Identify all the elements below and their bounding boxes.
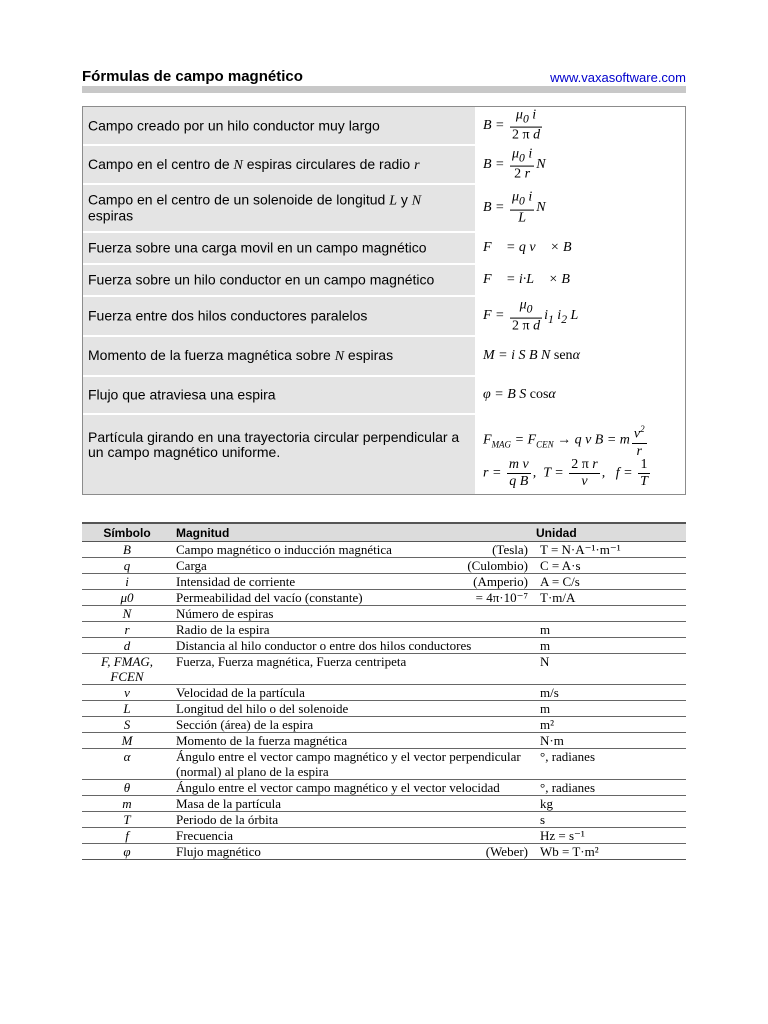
table-row (82, 844, 686, 860)
magnitude-text: Fuerza, Fuerza magnética, Fuerza centripeta (176, 654, 407, 669)
magnitude-cell (172, 812, 532, 828)
formula-expression: F = $\frac{\mu_0}{\text{2 π d}}$ $i_1$ $i_2$ L (475, 297, 685, 335)
formula-expression: F⃗ = q v⃗ × B⃗ (475, 233, 685, 263)
formula-expression: $F_{MAG} = F_{CEN} \to q$ v B = m $\frac{v^2}{r}$ r = $\frac{\text{m v}}{\text{q B}}$ , T = $\frac{\text{2 π r}}{v}$ , f = $\frac{1}{T}$ (475, 415, 685, 494)
table-row (82, 558, 686, 574)
magnitude-text: Masa de la partícula (176, 796, 282, 811)
magnitude-text: Campo magnético o inducción magnética (176, 542, 392, 557)
symbol-cell: T (82, 812, 172, 828)
table-row (82, 590, 686, 606)
magnitude-cell (172, 844, 532, 860)
symbol-cell: v (82, 685, 172, 701)
unit-cell: T·m/A (532, 590, 686, 606)
unit-cell: m (532, 701, 686, 717)
symbol-cell: r (82, 622, 172, 638)
formula-expression: B = $\frac{\mu_0 i}{L}$ N (475, 185, 685, 231)
unit-name-note: (Amperio) (473, 574, 528, 589)
unit-cell: N·m (532, 733, 686, 749)
formula-description: Partícula girando en una trayectoria circular perpendicular a un campo magnético uniforme. (88, 429, 460, 461)
symbol-cell: F, FMAG, FCEN (82, 654, 172, 685)
symbol-cell: m (82, 796, 172, 812)
magnitude-text: Distancia al hilo conductor o entre dos hilos conductores (176, 638, 472, 653)
magnitude-cell (172, 590, 532, 606)
magnitude-text: Intensidad de corriente (176, 574, 296, 589)
table-row (82, 574, 686, 590)
symbol-cell: q (82, 558, 172, 574)
table-row (82, 701, 686, 717)
formula-expression: φ = B S cosα (475, 377, 685, 413)
table-row (82, 654, 686, 685)
magnitude-text: Ángulo entre el vector campo magnético y el vector velocidad (176, 780, 500, 795)
formula-description: Fuerza sobre una carga movil en un campo magnético (88, 239, 427, 256)
formula-row (83, 233, 685, 265)
magnitude-cell (172, 654, 532, 685)
symbol-cell: d (82, 638, 172, 654)
symbols-table (82, 522, 686, 860)
table-row (82, 622, 686, 638)
magnitude-text: Periodo de la órbita (176, 812, 279, 827)
formula-expression: B = $\frac{\mu_0 i}{2 r}$ N (475, 146, 685, 183)
symbol-cell: N (82, 606, 172, 622)
table-row (82, 796, 686, 812)
magnitude-cell (172, 717, 532, 733)
magnitude-cell (172, 780, 532, 796)
website-link[interactable]: www.vaxasoftware.com (550, 70, 686, 85)
formula-expression: F⃗ = i·L⃗ × B⃗ (475, 265, 685, 295)
formulas-table (82, 106, 686, 495)
symbol-cell: f (82, 828, 172, 844)
unit-name-note: (Weber) (485, 844, 528, 859)
symbol-cell: θ (82, 780, 172, 796)
magnitude-text: Permeabilidad del vacío (constante) (176, 590, 363, 605)
symbol-cell: S (82, 717, 172, 733)
header-magnitude: Magnitud (172, 523, 532, 542)
magnitude-text: Longitud del hilo o del solenoide (176, 701, 349, 716)
table-row (82, 717, 686, 733)
magnitude-cell (172, 685, 532, 701)
formula-description: Campo creado por un hilo conductor muy largo (88, 117, 380, 133)
formula-expression: M = i S B N senα (475, 337, 685, 375)
unit-cell: Wb = T·m² (532, 844, 686, 860)
unit-cell: m/s (532, 685, 686, 701)
unit-cell: Hz = s⁻¹ (532, 828, 686, 844)
formula-row (83, 265, 685, 297)
table-row (82, 606, 686, 622)
formula-row (83, 107, 685, 146)
formula-row (83, 377, 685, 415)
magnitude-cell (172, 558, 532, 574)
symbol-cell: i (82, 574, 172, 590)
symbol-cell: φ (82, 844, 172, 860)
magnitude-cell (172, 606, 532, 622)
page-header (82, 67, 686, 88)
table-row (82, 733, 686, 749)
symbol-cell: α (82, 749, 172, 780)
unit-cell (532, 606, 686, 622)
magnitude-text: Carga (176, 558, 207, 573)
symbol-cell: B (82, 542, 172, 558)
formula-row (83, 146, 685, 185)
magnitude-text: Momento de la fuerza magnética (176, 733, 348, 748)
magnitude-text: Velocidad de la partícula (176, 685, 305, 700)
formula-expression: B = $\frac{\mu_0 i}{\text{2 π d}}$ (475, 107, 685, 144)
symbol-cell: L (82, 701, 172, 717)
unit-cell: A = C/s (532, 574, 686, 590)
table-row (82, 828, 686, 844)
header-divider (82, 86, 686, 93)
magnitude-text: Frecuencia (176, 828, 234, 843)
unit-cell: C = A·s (532, 558, 686, 574)
unit-cell: m² (532, 717, 686, 733)
page-title: Fórmulas de campo magnético (82, 68, 303, 85)
formula-row (83, 415, 685, 494)
unit-name-note: = 4π·10⁻⁷ (475, 590, 528, 605)
symbol-cell: μ0 (82, 590, 172, 606)
table-row (82, 749, 686, 780)
formula-description: Campo en el centro de N espiras circulares de radio r (88, 155, 420, 173)
formula-description: Flujo que atraviesa una espira (88, 386, 276, 403)
symbols-header-row (82, 523, 686, 542)
table-row (82, 780, 686, 796)
magnitude-text: Ángulo entre el vector campo magnético y el vector perpendicular (normal) al plano de la espira (176, 749, 521, 779)
formula-row (83, 297, 685, 337)
magnitude-cell (172, 828, 532, 844)
magnitude-text: Número de espiras (176, 606, 274, 621)
table-row (82, 638, 686, 654)
formula-description: Fuerza sobre un hilo conductor en un campo magnético (88, 271, 435, 288)
header-symbol: Símbolo (82, 523, 172, 542)
unit-cell: m (532, 622, 686, 638)
magnitude-cell (172, 542, 532, 558)
formula-description: Campo en el centro de un solenoide de longitud L y N espiras (88, 191, 422, 224)
unit-name-note: (Culombio) (467, 558, 528, 573)
magnitude-cell (172, 622, 532, 638)
table-row (82, 542, 686, 558)
magnitude-cell (172, 733, 532, 749)
unit-cell: m (532, 638, 686, 654)
formula-description: Fuerza entre dos hilos conductores paralelos (88, 307, 368, 324)
formula-row (83, 337, 685, 377)
magnitude-text: Radio de la espira (176, 622, 270, 637)
table-row (82, 812, 686, 828)
table-row (82, 685, 686, 701)
unit-cell: T = N·A⁻¹·m⁻¹ (532, 542, 686, 558)
magnitude-cell (172, 749, 532, 780)
header-unit: Unidad (532, 523, 686, 542)
magnitude-text: Flujo magnético (176, 844, 261, 859)
magnitude-cell (172, 574, 532, 590)
formula-description: Momento de la fuerza magnética sobre N espiras (88, 347, 394, 364)
unit-cell: °, radianes (532, 749, 686, 780)
unit-cell: kg (532, 796, 686, 812)
magnitude-cell (172, 638, 532, 654)
magnitude-cell (172, 701, 532, 717)
magnitude-cell (172, 796, 532, 812)
formula-row (83, 185, 685, 233)
unit-cell: N (532, 654, 686, 685)
unit-cell: °, radianes (532, 780, 686, 796)
symbol-cell: M (82, 733, 172, 749)
unit-name-note: (Tesla) (492, 542, 528, 557)
unit-cell: s (532, 812, 686, 828)
magnitude-text: Sección (área) de la espira (176, 717, 314, 732)
